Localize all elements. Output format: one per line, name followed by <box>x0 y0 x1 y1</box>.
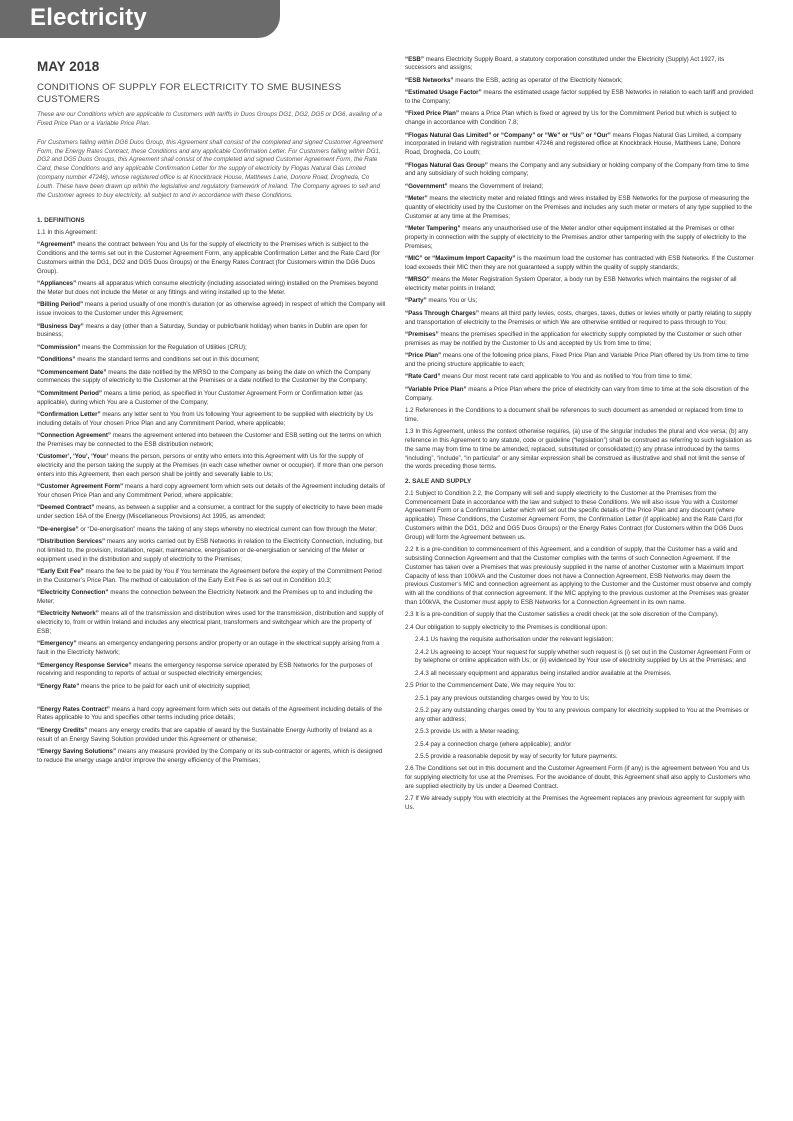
definition-text: means any measure provided by the Company or its sub-contractor or agents, which is designed to reduce the energy usage and/or improve the energy efficiency of the Premises; <box>37 747 383 764</box>
definition-item <box>37 683 387 692</box>
definition-text: means the electricity meter and related fittings and wires installed by ESB Networks for the purpose of measuring the quantity of electricity used by the Customer on the Premises and includes any such meter or meters of any type supplied to the Customer at any time at the Premises; <box>405 195 753 220</box>
definition-item <box>37 323 387 341</box>
definition-term: “Government” <box>405 182 448 190</box>
definition-item <box>37 241 387 276</box>
definition-text: means a time period, as specified in Your Customer Agreement Form or Confirmation letter (as applicable), during which You are a Customer of the Company; <box>37 389 363 406</box>
definition-text: means any works carried out by ESB Networks in relation to the Electricity Connection, including, but not limited to, the provision, installation, repair, maintenance, energisation or de-energisation or servicing of the Meter or equipment used in the distribution and supply of electricity to the Premises; <box>37 538 383 563</box>
clause-2-2: 2.2 It is a pre-condition to commencement of this Agreement, and a condition of supply, that the Customer has a valid and subsisting Connection Agreement and that the Customer complies with the terms of such Connection Agreement. If the Customer has taken over a Premises that was previously supplied in the name of another Customer with a Maximum Import Capacity of less than 100kVA and the Customer does not have a Connection Agreement, ESB Networks may deem the previous Customer’s MIC and connection agreement as applying to the Customer and the Customer must observe and comply with all the conditions of that connection agreement. If the MIC applying to the previous customer at the Premises was greater than 100kVA, the Customer must apply to ESB Networks for a Connection Agreement in its own name. <box>405 546 752 606</box>
clause-2-6: 2.6 The Conditions set out in this document and the Customer Agreement Form (if any) is the agreement between You and Us for supplying electricity for use at the Premises. For the avoidance of doubt, this Agreement shall also apply to Customers who are supplied electricity by Us under a Deemed Contract. <box>405 765 751 790</box>
definition-item <box>405 352 755 370</box>
left-column <box>37 52 387 766</box>
definition-text: means the contract between You and Us for the supply of electricity to the Premises which is subject to the Conditions and the terms set out in the Customer Agreement Form, any applicable Confirmation Letter and the Rate Card (for Customers within the DG1, DG2 and DG5 Duos Groups) or the Energy Rates Contract (for Customers within the DG6 Duos Group). <box>37 241 380 275</box>
definitions-list-right <box>405 56 755 404</box>
definitions-list <box>37 241 387 691</box>
definition-item <box>405 386 755 404</box>
definition-item <box>37 280 387 298</box>
definition-term: “Commission” <box>37 343 81 351</box>
definition-item <box>405 373 755 382</box>
definition-item <box>37 706 387 724</box>
definition-item <box>37 748 387 766</box>
document-title: CONDITIONS OF SUPPLY FOR ELECTRICITY TO SME BUSINESS CUSTOMERS <box>37 82 342 105</box>
definition-text: means a hard copy agreement form which sets out details of the Agreement including details of Your chosen Price Plan and any Commitment Period, where applicable; <box>37 483 385 500</box>
clause-1-3: 1.3 In this Agreement, unless the context otherwise requires, (a) use of the singular includes the plural and vice versa; (b) any reference in this Agreement to any statute, code or guideline (“legislation”) shall be construed as referring to such legislation as the same may from time to time be amended, replaced, substituted or consolidated;(c) any phrase introduced by the terms “including”, “include”, “in particular” or any similar expression shall be construed as illustrative and shall not limit the sense of the words preceding those terms. <box>405 428 752 471</box>
definition-text: means any letter sent to You from Us following Your agreement to be supplied with electricity by Us including details of Your chosen Price Plan and any Commitment Period, where applicable; <box>37 410 374 427</box>
header-tab <box>0 0 280 38</box>
definition-text: means the estimated usage factor supplied by ESB Networks in relation to each tariff and provided to the Company; <box>405 89 753 105</box>
definition-item <box>37 344 387 353</box>
definition-text: means the person, persons or entity who enters into this Agreement with Us for the supply of electricity and the person taking the supply at the Premises (in each case whether owner or occupier). If more than one person enters into this Agreement, then each person shall be jointly and severally liable to Us; <box>37 453 383 478</box>
definition-term: “Estimated Usage Factor” <box>405 89 482 97</box>
definition-text: or “De-energisation” means the taking of any steps whereby no electrical current can flow through the Meter; <box>78 525 377 533</box>
definition-term: “Variable Price Plan” <box>405 385 467 393</box>
definition-text: means all third party levies, costs, charges, taxes, duties or levies wholly or partly relating to supply and transportation of electricity to the Premises or which We are otherwise entitled or required to pass through to You; <box>405 309 752 326</box>
definition-text: means a period usually of one month’s duration (or as otherwise agreed) in respect of which the Company will issue invoices to the Customer under this Agreement; <box>37 301 386 318</box>
clause-2-5-5: 2.5.5 provide a reasonable deposit by way of security for future payments. <box>415 752 618 760</box>
clause-2-4-1: 2.4.1 Us having the requisite authorisation under the relevant legislation; <box>415 636 614 644</box>
definition-term: “Distribution Services” <box>37 538 106 546</box>
definition-text: means a hard copy agreement form which sets out details of the Agreement including details of the Rates applicable to You and specifies other terms including price details; <box>37 705 382 722</box>
definition-term: “Rate Card” <box>405 373 441 381</box>
definition-item <box>405 183 755 192</box>
definition-text: means all of the transmission and distribution wires used for the transmission, distribution and supply of electricity to, from or within Ireland and includes any electrical plant, transformers and switchgear which are the property of ESB; <box>37 610 384 635</box>
definition-term: “Connection Agreement” <box>37 432 112 440</box>
definition-term: “Emergency” <box>37 640 77 648</box>
definition-term: “Energy Rates Contract” <box>37 705 110 713</box>
definition-text: means Our most recent rate card applicable to You and as notified to You from time to time; <box>440 373 692 381</box>
definition-term: “ESB” <box>405 55 424 63</box>
definition-term: “Fixed Price Plan” <box>405 110 459 118</box>
definition-item <box>405 77 755 86</box>
definition-item <box>37 589 387 607</box>
definition-item <box>405 276 755 294</box>
definition-item <box>37 483 387 501</box>
definition-term: “Electricity Connection” <box>37 589 109 597</box>
definition-item <box>37 453 387 479</box>
definition-item <box>37 610 387 636</box>
definition-term: “Flogas Natural Gas Group” <box>405 161 488 169</box>
clause-2-5-3: 2.5.3 provide Us with a Meter reading; <box>415 728 520 736</box>
definition-item <box>37 504 387 522</box>
clause-2-7: 2.7 If We already supply You with electricity at the Premises the Agreement replaces any previous agreement for supply with Us. <box>405 795 745 812</box>
definition-text: means a Price Plan which is fixed or agreed by Us for the Commitment Period but which is subject to change in accordance with Condition 7.8; <box>405 110 737 127</box>
definition-item <box>37 301 387 319</box>
definition-item <box>405 331 755 349</box>
clause-2-1: 2.1 Subject to Condition 2.2, the Company will sell and supply electricity to the Customer at the Premises from the Commencement Date in accordance with the law and subject to these Conditions. We will also issue You with a Customer Agreement Form or a Confirmation Letter which will set out the specific details of the Price Plan and any discount (where applicable). These Conditions, the Customer Agreement Form, the Confirmation Letter (if applicable) and the Rate Card (for Customers within the DG1, DG2 and DG5 Duos Groups) or the Energy Rates Contract (for Customers within the DG6 Duos Group) will form the Agreement between us. <box>405 489 744 541</box>
definition-text: means the Meter Registration System Operator, a body run by ESB Networks which maintains the register of all electricity meter points in Ireland; <box>405 276 737 293</box>
definition-text: means the Company and any subsidiary or holding company of the Company from time to time and any subsidiary of such holding company; <box>405 161 749 178</box>
definition-text: means Electricity Supply Board, a statutory corporation constituted under the Electricity (Supply) Act 1927, its successors and assigns; <box>405 55 725 72</box>
definition-item <box>405 195 755 221</box>
definition-text: means the agreement entered into between the Customer and ESB setting out the terms on which the Premises may be connected to the ESB distribution network; <box>37 432 382 448</box>
definition-text: means a day (other than a Saturday, Sunday or public/bank holiday) when banks in Dublin are open for business; <box>37 322 368 339</box>
definition-item <box>405 56 755 74</box>
clause-2-4-3: 2.4.3 all necessary equipment and apparatus being installed and/or available at the Premises. <box>415 669 672 677</box>
definition-item <box>37 727 387 745</box>
definition-item <box>37 369 387 387</box>
definition-term: “Customer Agreement Form” <box>37 483 124 491</box>
definition-item <box>405 310 755 328</box>
section-heading-definitions: 1. DEFINITIONS <box>37 217 85 225</box>
definition-text: means a Price Plan where the price of electricity can vary from time to time at the sole discretion of the Company. <box>405 385 749 402</box>
clause-2-5-1: 2.5.1 pay any previous outstanding charges owed by You to Us; <box>415 694 590 702</box>
definition-term: “Pass Through Charges” <box>405 309 479 317</box>
definition-term: “Meter Tampering” <box>405 225 461 233</box>
definition-term: “ESB Networks” <box>405 76 454 84</box>
definition-term: “Confirmation Letter” <box>37 410 101 418</box>
intro-paragraph-2: For Customers falling within DG6 Duos Group, this Agreement shall consist of the completed and signed Customer Agreement Form, the Energy Rates Contract, these Conditions and any applicable Confirmation Letter. For Customers falling within DG1, DG2 and DG5 Duos Groups, this Agreement shall consist of the completed and signed Customer Agreement Form, the Rate Card, these Conditions and any applicable Confirmation Letter for the supply of electricity by Flogas Natural Gas Limited (company number 47246), whose registered office is at Knockbrack House, Matthews Lane, Donore Road, Drogheda, Co Louth. These have been drawn up within the legislative and regulatory framework of Ireland. The Company agrees to sell and the Customer agrees to buy electricity, all subject to and in accordance with these Conditions. <box>37 138 383 199</box>
clause-1-1: 1.1 In this Agreement: <box>37 229 98 237</box>
clause-2-3: 2.3 It is a pre-condition of supply that the Customer satisfies a credit check (at the sole discretion of the Company). <box>405 611 719 619</box>
definition-text: means the date notified by the MRSO to the Company as being the date on which the Company commences the supply of electricity to the Customer at the Premises or a date notified to the Customer by the Company; <box>37 368 371 385</box>
definition-text: means the standard terms and conditions set out in this document; <box>75 356 260 364</box>
intro-paragraph-1: These are our Conditions which are applicable to Customers with tariffs in Duos Groups DG1, DG2, DG5 or DG6, availing of a Fixed Price Plan or a Variable Price Plan. <box>37 111 382 127</box>
definition-text: means, as between a supplier and a consumer, a contract for the supply of electricity to have been made under section 16A of the Energy (Miscellaneous Provisions) Act 1995, as amended; <box>37 504 383 521</box>
definition-term: “Deemed Contract” <box>37 504 95 512</box>
definition-term: “Emergency Response Service” <box>37 661 132 669</box>
definition-item <box>37 526 387 535</box>
definition-term: “MRSO” <box>405 276 430 284</box>
definition-term: ‘Customer’, ‘You’, ‘Your’ <box>37 453 109 461</box>
definition-term: “Energy Credits” <box>37 726 88 734</box>
definition-item <box>37 390 387 408</box>
right-column <box>405 52 755 813</box>
definition-text: means an emergency endangering persons and/or property or an outage in the electrical supply arising from a fault in the Electricity Network; <box>37 640 380 657</box>
definitions-list-continued <box>37 706 387 766</box>
definition-text: means the Government of Ireland; <box>447 182 544 190</box>
clause-2-5: 2.5 Prior to the Commencement Date, We may require You to: <box>405 682 576 690</box>
definition-term: “Commitment Period” <box>37 389 102 397</box>
definition-term: “Business Day” <box>37 322 84 330</box>
clause-2-5-2: 2.5.2 pay any outstanding charges owed by You to any previous company for electricity supplied to You at the Premises or any other address; <box>415 706 749 723</box>
definition-item <box>37 432 387 450</box>
definition-term: “Billing Period” <box>37 301 84 309</box>
definition-term: “Flogas Natural Gas Limited” or “Company” or “We” or “Us” or “Our” <box>405 131 611 139</box>
header-title: Electricity <box>30 4 147 31</box>
definition-item <box>37 356 387 365</box>
definition-term: “Price Plan” <box>405 352 442 360</box>
definition-text: means any unauthorised use of the Meter and/or other equipment installed at the Premises or other property in connection with the supply of electricity to the Premises and/or other tampering with the supply of electricity to the Premises; <box>405 225 747 250</box>
definition-item <box>405 110 755 128</box>
definition-item <box>37 640 387 658</box>
definition-text: means the ESB, acting as operator of the Electricity Network; <box>453 76 623 84</box>
definition-term: “Energy Saving Solutions” <box>37 747 117 755</box>
definition-item <box>37 662 387 680</box>
clause-2-5-4: 2.5.4 pay a connection charge (where applicable); and/or <box>415 740 572 748</box>
definition-text: means the premises specified in the application for electricity supply completed by the Customer or such other premises as may be notified by the Customer to Us and accepted by Us from time to time; <box>405 331 742 347</box>
definition-text: means the emergency response service operated by ESB Networks for the purposes of receiving and responding to reports of actual or suspected electricity emergencies; <box>37 661 373 678</box>
definition-text: means the Commission for the Regulation of Utilities (CRU); <box>80 343 247 351</box>
definition-term: “Premises” <box>405 331 439 339</box>
definition-item <box>405 89 755 107</box>
definition-item <box>37 538 387 564</box>
definition-term: “De-energise” <box>37 525 79 533</box>
definition-term: “Early Exit Fee” <box>37 568 84 576</box>
definition-text: means all apparatus which consume electricity (including associated wiring) installed on the Premises beyond the Meter but does not include the Meter or any fittings and wiring installed up to the Meter. <box>37 280 378 296</box>
definition-term: “Conditions” <box>37 356 76 364</box>
definition-text: means Flogas Natural Gas Limited, a company incorporated in Ireland with registration number 47246 and registered office at Knockbrack House, Matthews Lane, Donore Road, Drogheda, Co Louth; <box>405 131 742 157</box>
definition-term: “Appliances” <box>37 280 77 288</box>
definition-item <box>405 162 755 180</box>
definition-text: means one of the following price plans, Fixed Price Plan and Variable Price Plan offered by Us from time to time and the pricing structure applicable to each; <box>405 352 749 369</box>
clause-2-4: 2.4 Our obligation to supply electricity to the Premises is conditional upon: <box>405 623 608 631</box>
definition-item <box>405 297 755 306</box>
definition-text: is the maximum load the customer has contracted with ESB Networks. If the Customer load exceeds their MIC then they are not guaranteed a supply within the quality of supply standards; <box>405 255 754 271</box>
section-heading-sale-and-supply: 2. SALE AND SUPPLY <box>405 478 472 486</box>
definition-term: “MIC” or “Maximum Import Capacity” <box>405 255 516 263</box>
definition-item <box>405 255 755 273</box>
definition-text: means the fee to be paid by You if You terminate the Agreement before the expiry of the Commitment Period in the Customer’s Price Plan. The method of calculation of the Early Exit Fee is as set out in Condition 10.3; <box>37 568 382 584</box>
definition-text: means the price to be paid for each unit of electricity supplied; <box>79 682 251 690</box>
clause-2-4-2: 2.4.2 Us agreeing to accept Your request for supply whether such request is (i) set out in the Customer Agreement Form or by telephone or online application with Us; or (ii) evidenced by Your use of electricity supplied by Us at the Premises; and <box>415 648 751 665</box>
definition-term: “Electricity Network” <box>37 610 99 618</box>
definition-term: “Agreement” <box>37 241 76 249</box>
document-date: MAY 2018 <box>37 59 100 74</box>
definition-text: means any energy credits that are capable of award by the Sustainable Energy Authority of Ireland as a result of an Energy Saving Solution provided under this Agreement or otherwise; <box>37 726 372 743</box>
clause-1-2: 1.2 References in the Conditions to a document shall be references to such document as amended or replaced from time to time. <box>405 406 744 423</box>
definition-text: means You or Us; <box>426 297 478 305</box>
definition-term: “Party” <box>405 297 427 305</box>
definition-text: means the connection between the Electricity Network and the Premises up to and including the Meter; <box>37 589 373 605</box>
definition-item <box>37 568 387 586</box>
definition-item <box>37 411 387 429</box>
definition-term: “Commencement Date” <box>37 368 107 376</box>
definition-term: “Meter” <box>405 195 428 203</box>
definition-item <box>405 225 755 251</box>
definition-term: “Energy Rate” <box>37 682 80 690</box>
definition-item <box>405 132 755 158</box>
